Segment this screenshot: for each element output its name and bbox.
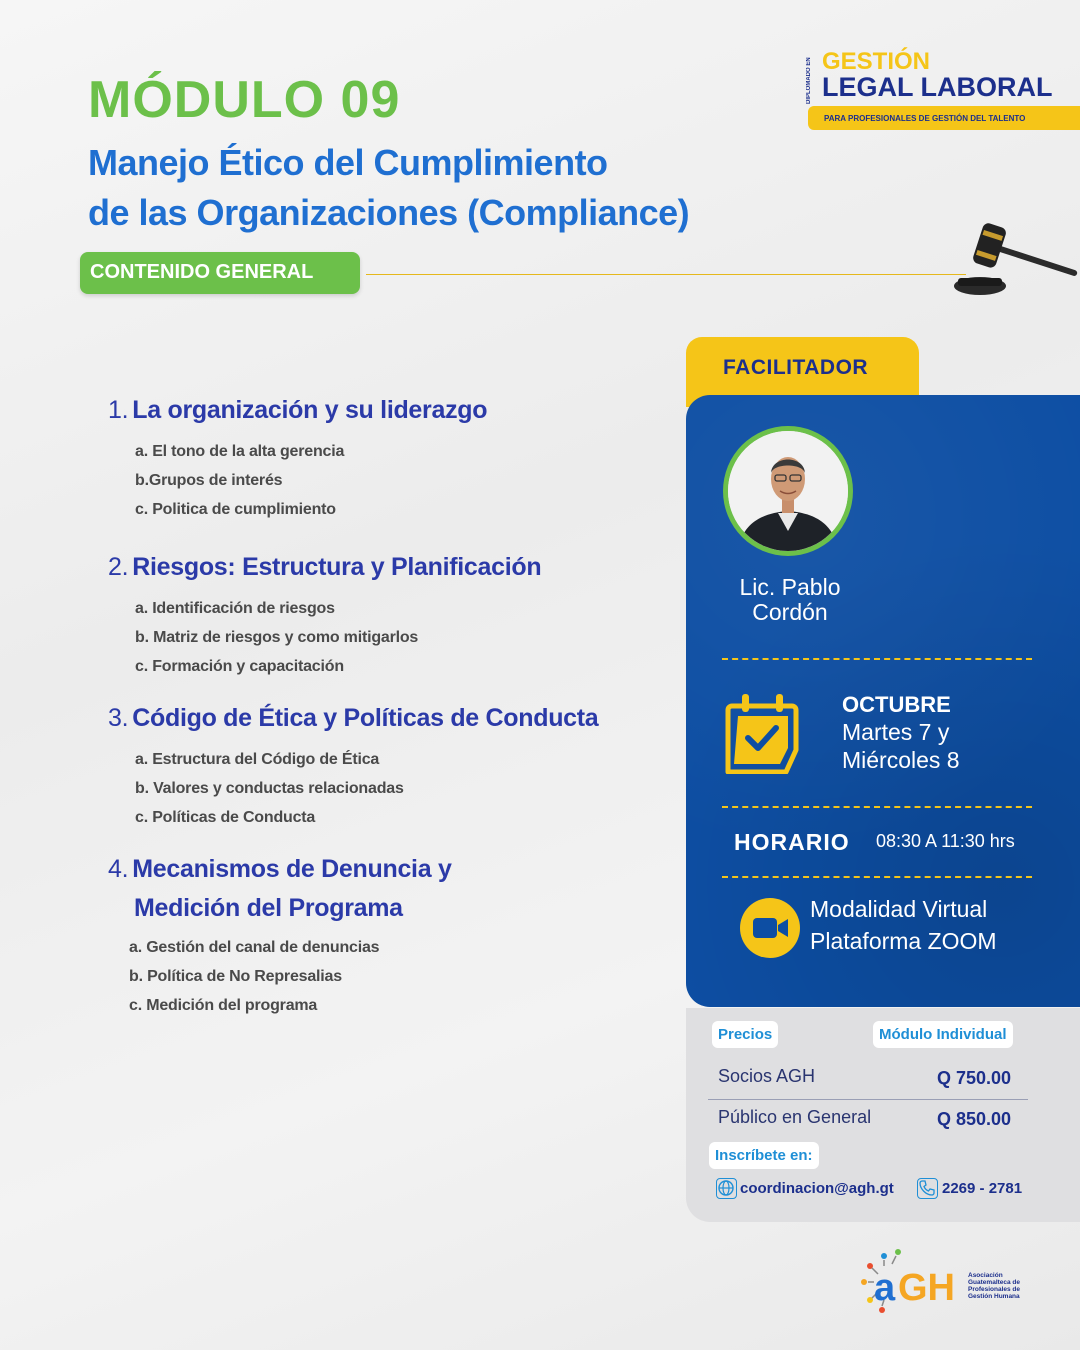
modality-line-2: Plataforma ZOOM [810, 928, 997, 954]
divider-1 [722, 658, 1032, 660]
price-separator [708, 1099, 1028, 1100]
date-line-1: Martes 7 y [842, 719, 950, 745]
contact-phone[interactable]: 2269 - 2781 [942, 1180, 1023, 1197]
calendar-check-icon [722, 692, 802, 774]
price-value-socios: Q 750.00 [937, 1068, 1012, 1088]
agh-org-name: Asociación Guatemalteca de Profesionales de Gestión Humana [968, 1272, 1021, 1300]
divider-3 [722, 876, 1032, 878]
facilitator-name-line-1: Lic. Pablo [739, 574, 841, 600]
divider-2 [722, 806, 1032, 808]
agh-logo-letter-a: a [874, 1267, 896, 1309]
date-line-2: Miércoles 8 [842, 747, 960, 773]
brand-diploma-label: DIPLOMADO EN [806, 57, 812, 104]
topic-4-title-line-2: Medición del Programa [134, 894, 403, 922]
topic-4-item-c: c. Medición del programa [129, 997, 318, 1014]
topic-3-item-a: a. Estructura del Código de Ética [135, 751, 380, 768]
topic-3-item-b: b. Valores y conductas relacionadas [135, 780, 404, 797]
topic-2-item-a: a. Identificación de riesgos [135, 600, 335, 617]
price-label-publico: Público en General [718, 1107, 872, 1127]
brand-line-1: GESTIÓN [822, 48, 931, 75]
program-brand [806, 48, 1080, 134]
subtitle-line-2: de las Organizaciones (Compliance) [88, 192, 690, 233]
price-value-publico: Q 850.00 [937, 1109, 1012, 1129]
brand-line-2: LEGAL LABORAL [822, 72, 1053, 102]
section-label: CONTENIDO GENERAL [80, 252, 360, 294]
register-chip: Inscríbete en: [709, 1142, 819, 1169]
horario-label: HORARIO [734, 829, 850, 855]
topic-2-title: 2. Riesgos: Estructura y Planificación [108, 553, 542, 581]
brand-tagline: PARA PROFESIONALES DE GESTIÓN DEL TALENTO [824, 114, 1026, 123]
prices-header-chip: Precios [712, 1021, 778, 1048]
horario-hours: 08:30 A 11:30 hrs [876, 831, 1015, 851]
topic-4-item-b: b. Política de No Represalias [129, 968, 342, 985]
topic-4-title: 4. Mecanismos de Denuncia y [108, 855, 452, 883]
video-camera-icon [740, 898, 800, 958]
web-icon [716, 1178, 737, 1199]
section-divider [366, 274, 966, 275]
topic-4-item-a: a. Gestión del canal de denuncias [129, 939, 380, 956]
brand-tagline-bar [808, 106, 1080, 130]
date-month: OCTUBRE [842, 692, 951, 717]
facilitator-avatar [723, 426, 853, 556]
agh-logo [852, 1246, 1032, 1320]
topic-2-item-b: b. Matriz de riesgos y como mitigarlos [135, 629, 419, 646]
facilitator-tab-label: FACILITADOR [723, 356, 869, 379]
facilitator-photo [728, 431, 848, 551]
topic-3-item-c: c. Políticas de Conducta [135, 809, 316, 826]
gavel-icon [950, 222, 1080, 302]
topic-1-item-c: c. Politica de cumplimiento [135, 501, 336, 518]
subtitle-line-1: Manejo Ético del Cumplimiento [88, 142, 608, 183]
facilitator-name [700, 575, 880, 625]
topic-1-title: 1. La organización y su liderazgo [108, 396, 488, 424]
contact-email[interactable]: coordinacion@agh.gt [740, 1180, 894, 1197]
module-subtitle [88, 138, 728, 238]
modality-line-1: Modalidad Virtual [810, 896, 988, 922]
agh-logo-letters-gh: GH [898, 1267, 955, 1309]
topic-2-item-c: c. Formación y capacitación [135, 658, 344, 675]
module-title: MÓDULO 09 [88, 71, 401, 129]
facilitator-name-line-2: Cordón [752, 599, 828, 625]
topic-1-item-b: b.Grupos de interés [135, 472, 283, 489]
topic-1-item-a: a. El tono de la alta gerencia [135, 443, 345, 460]
module-individual-chip: Módulo Individual [873, 1021, 1013, 1048]
topic-3-title: 3. Código de Ética y Políticas de Conducta [108, 704, 599, 732]
phone-icon [917, 1178, 938, 1199]
price-label-socios: Socios AGH [718, 1066, 816, 1086]
